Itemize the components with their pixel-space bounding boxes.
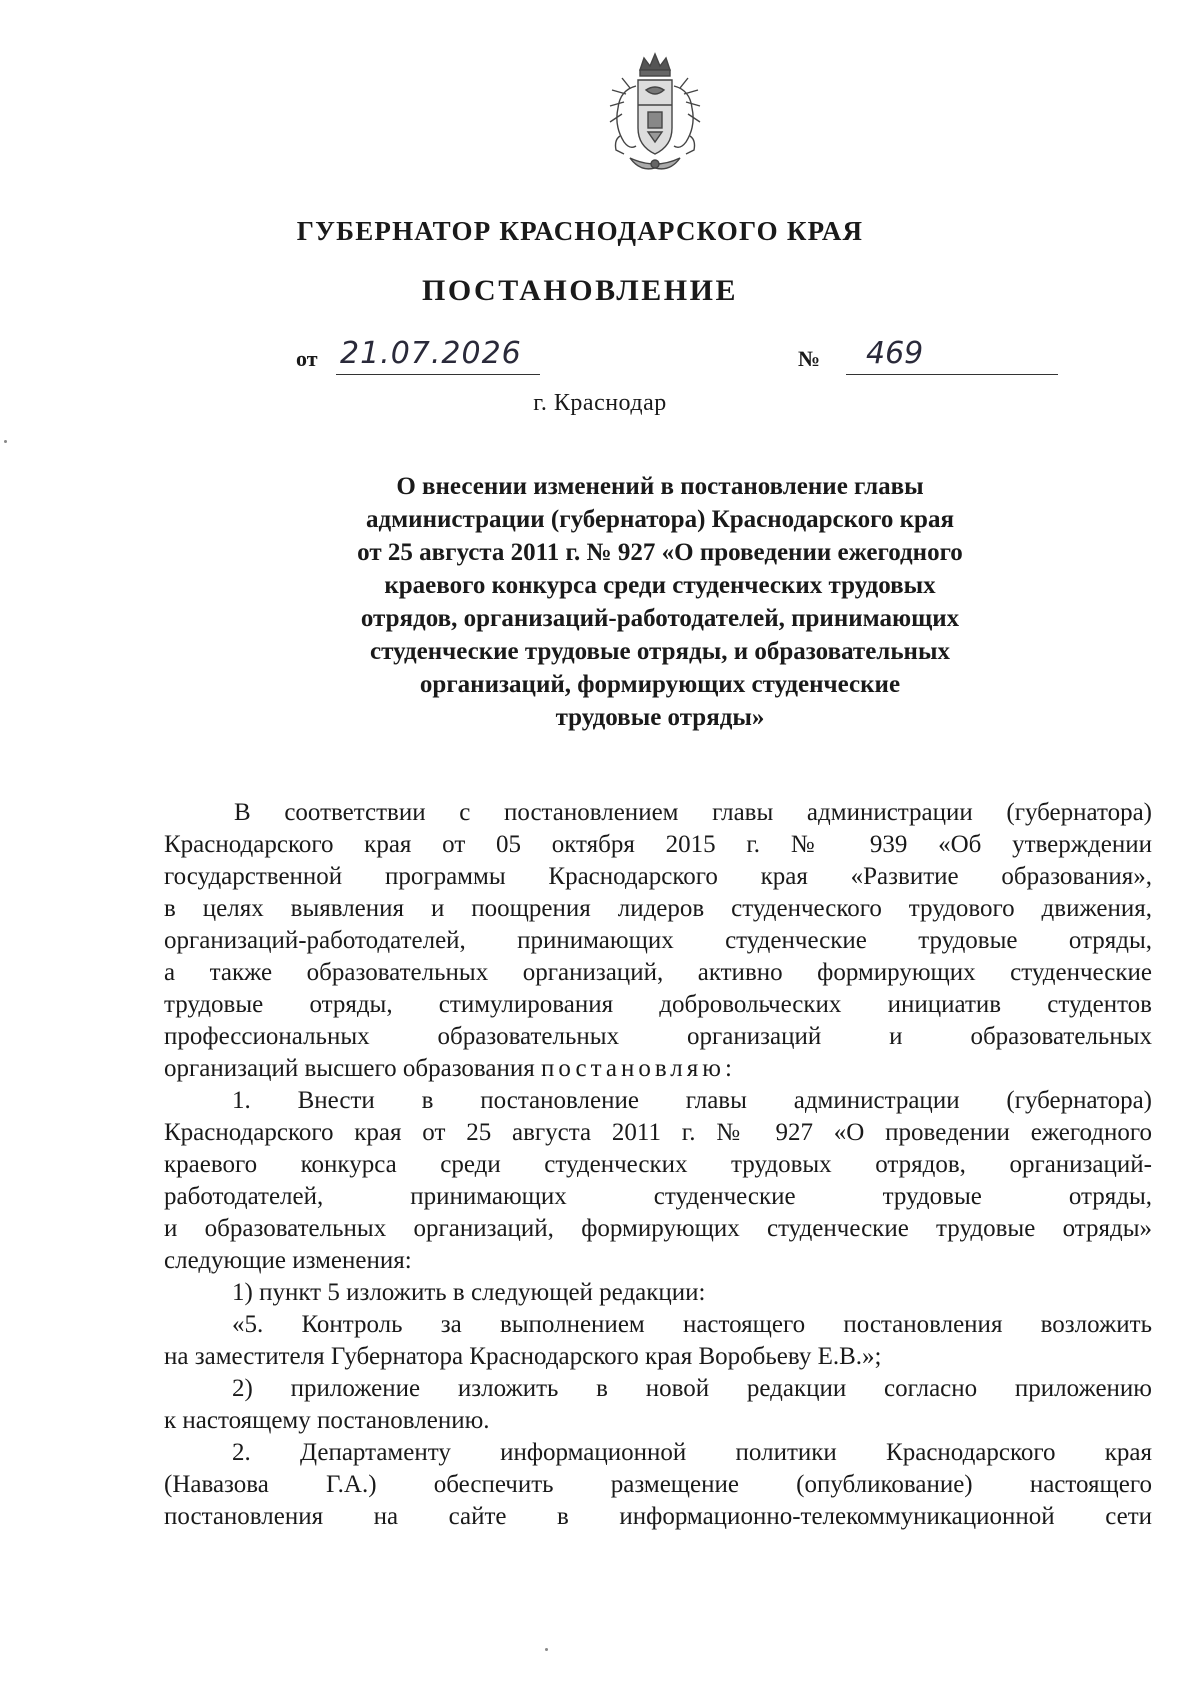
body-line: «5. Контроль за выполнением настоящего постановления возложить [232, 1311, 1152, 1338]
sub-item-1: 1) пункт 5 изложить в следующей редакции: [232, 1279, 706, 1306]
body-line: трудовые отряды, стимулирования добровольческих инициатив студентов [164, 991, 1152, 1018]
subject-line: О внесении изменений в постановление главы [396, 473, 924, 500]
scan-speck [4, 440, 7, 443]
quoted-amendment [164, 1309, 1152, 1373]
body-line: в целях выявления и поощрения лидеров студенческого трудового движения, [164, 895, 1152, 922]
body-line: следующие изменения: [164, 1247, 412, 1274]
sub-item-2 [164, 1373, 1152, 1437]
document-subject [290, 470, 1030, 734]
subject-line: организаций, формирующих студенческие [419, 671, 901, 698]
intro-last-line-text: организаций высшего образования [164, 1055, 542, 1082]
subject-line: от 25 августа 2011 г. № 927 «О проведении ежегодного [357, 539, 963, 566]
body-line: государственной программы Краснодарского края «Развитие образования», [164, 863, 1152, 890]
body-line: (Навазова Г.А.) обеспечить размещение (опубликование) настоящего [164, 1471, 1152, 1498]
body-line [164, 1053, 1152, 1085]
number-prefix: № [798, 346, 821, 371]
body-line: В соответствии с постановлением главы администрации (губернатора) [234, 799, 1152, 826]
subject-line: отрядов, организаций-работодателей, принимающих [360, 605, 960, 632]
body-line: профессиональных образовательных организаций и образовательных [164, 1023, 1152, 1050]
coat-of-arms-icon [600, 50, 710, 180]
document-body [164, 797, 1152, 1533]
subject-line: студенческие трудовые отряды, и образовательных [370, 638, 950, 665]
body-line: краевого конкурса среди студенческих трудовых отрядов, организаций- [164, 1151, 1152, 1178]
body-line: работодателей, принимающих студенческие трудовые отряды, [164, 1183, 1152, 1210]
body-line: 1. Внести в постановление главы администрации (губернатора) [232, 1087, 1152, 1114]
document-type: ПОСТАНОВЛЕНИЕ [422, 274, 738, 307]
item-2 [164, 1437, 1152, 1533]
city: г. Краснодар [533, 390, 667, 416]
body-line: на заместителя Губернатора Краснодарского края Воробьеву Е.В.»; [164, 1343, 882, 1370]
subject-line: администрации (губернатора) Краснодарского края [366, 506, 954, 533]
item-1 [164, 1085, 1152, 1277]
subject-line: краевого конкурса среди студенческих трудовых [384, 572, 936, 599]
intro-paragraph [164, 797, 1152, 1085]
decree-word: постановляю: [541, 1055, 736, 1082]
body-line: Краснодарского края от 25 августа 2011 г. № 927 «О проведении ежегодного [164, 1119, 1152, 1146]
scan-speck [545, 1648, 548, 1651]
handwritten-date: 21.07.2026 [336, 336, 540, 375]
date-prefix: от [296, 346, 318, 371]
body-line: и образовательных организаций, формирующих студенческие трудовые отряды» [164, 1215, 1152, 1242]
body-line: 2) приложение изложить в новой редакции согласно приложению [232, 1375, 1152, 1402]
subject-line: трудовые отряды» [555, 704, 765, 731]
handwritten-number: 469 [846, 336, 1058, 375]
body-line: к настоящему постановлению. [164, 1407, 490, 1434]
body-line: 2. Департаменту информационной политики Краснодарского края [232, 1439, 1152, 1466]
body-line: Краснодарского края от 05 октября 2015 г. № 939 «Об утверждении [164, 831, 1152, 858]
body-line: а также образовательных организаций, активно формирующих студенческие [164, 959, 1152, 986]
body-line: постановления на сайте в информационно-телекоммуникационной сети [164, 1503, 1152, 1530]
body-line: организаций-работодателей, принимающих студенческие трудовые отряды, [164, 927, 1152, 954]
issuing-authority: ГУБЕРНАТОР КРАСНОДАРСКОГО КРАЯ [296, 216, 864, 246]
